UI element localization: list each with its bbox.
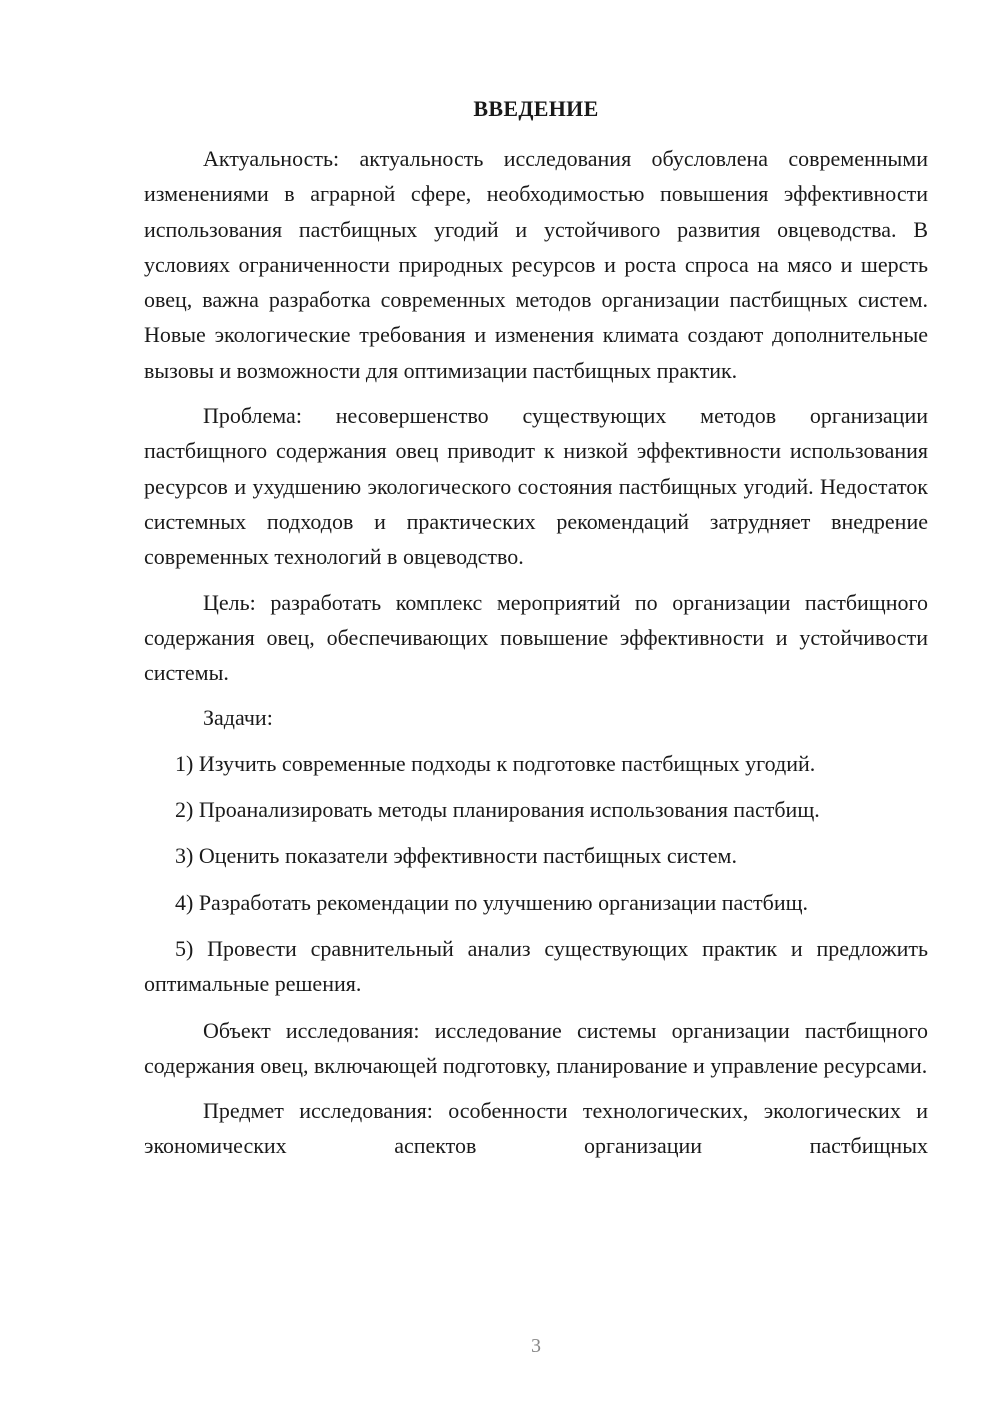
- paragraph-tasks-heading: Задачи:: [203, 705, 273, 731]
- paragraph-problem: Проблема: несовершенство существующих методов организации пастбищного содержания овец приводит к низкой эффективности использования ресурсов и ухудшению экологического состояния пастбищных угодий. Недостаток системных подходов и практических рекомендаций затрудняет внедрение современных технологий в овцеводство.: [144, 403, 928, 570]
- document-body: [144, 141, 928, 1174]
- paragraph-subject: Предмет исследования: особенности технологических, экологических и экономических аспектов организации пастбищных: [144, 1098, 928, 1159]
- paragraph-object: Объект исследования: исследование системы организации пастбищного содержания овец, включающей подготовку, планирование и управление ресурсами.: [144, 1017, 928, 1078]
- task-item-5: 5) Провести сравнительный анализ существующих практик и предложить оптимальные решения.: [144, 935, 928, 997]
- paragraph-relevance: Актуальность: актуальность исследования обусловлена современными изменениями в аграрной сфере, необходимостью повышения эффективности использования пастбищных угодий и устойчивого развития овцеводства. В условиях ограниченности природных ресурсов и роста спроса на мясо и шерсть овец, важна разработка современных методов организации пастбищных систем. Новые экологические требования и изменения климата создают дополнительные вызовы и возможности для оптимизации пастбищных практик.: [144, 146, 928, 383]
- task-item-4: 4) Разработать рекомендации по улучшению организации пастбищ.: [175, 889, 809, 915]
- task-item-1: 1) Изучить современные подходы к подготовке пастбищных угодий.: [175, 750, 816, 776]
- page-title: ВВЕДЕНИЕ: [473, 96, 599, 121]
- paragraph-goal: Цель: разработать комплекс мероприятий по организации пастбищного содержания овец, обеспечивающих повышение эффективности и устойчивости системы.: [144, 589, 928, 686]
- page-number: 3: [531, 1335, 541, 1357]
- task-item-2: 2) Проанализировать методы планирования использования пастбищ.: [175, 797, 820, 823]
- task-item-3: 3) Оценить показатели эффективности пастбищных систем.: [175, 843, 737, 869]
